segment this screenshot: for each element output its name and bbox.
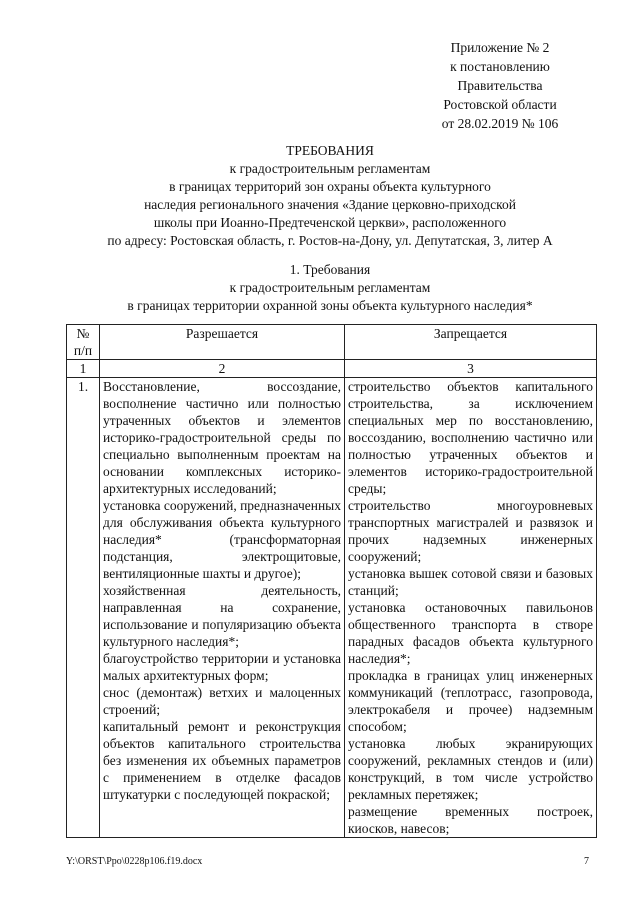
document-title xyxy=(60,142,600,250)
forbidden-item: размещение временных построек, киосков, навесов; xyxy=(348,804,593,836)
section-line: в границах территории охранной зоны объекта культурного наследия* xyxy=(127,298,533,313)
appendix-line: Ростовской области xyxy=(443,97,557,112)
appendix-line: Правительства xyxy=(457,78,543,93)
header-allowed: Разрешается xyxy=(100,325,345,360)
forbidden-item: установка любых экранирующих сооружений, рекламных стендов и (или) конструкций, в том числе устройство рекламных перетяжек; xyxy=(348,736,593,802)
section-line: к градостроительным регламентам xyxy=(229,280,431,295)
forbidden-item: установка вышек сотовой связи и базовых станций; xyxy=(348,566,593,598)
table-row xyxy=(67,378,597,838)
title-heading: ТРЕБОВАНИЯ xyxy=(286,143,374,158)
allowed-item: Восстановление, воссоздание, восполнение частично или полностью утраченных объектов и элементов историко-градостроительной среды по специально выполненным проектам на основании комплексных историко-архитектурных исследований; xyxy=(103,379,341,496)
title-line: в границах территорий зон охраны объекта культурного xyxy=(169,179,491,194)
title-line: к градостроительным регламентам xyxy=(229,161,431,176)
appendix-line: к постановлению xyxy=(450,59,550,74)
allowed-item: снос (демонтаж) ветхих и малоценных строений; xyxy=(103,685,341,717)
header-num: № п/п xyxy=(67,325,100,360)
footer-file-path: Y:\ORST\Ppo\0228p106.f19.docx xyxy=(66,856,203,867)
appendix-line: Приложение № 2 xyxy=(450,40,550,55)
allowed-cell xyxy=(100,378,345,838)
footer-page-number: 7 xyxy=(584,856,589,867)
title-line: школы при Иоанно-Предтеченской церкви», расположенного xyxy=(153,215,507,230)
allowed-item: установка сооружений, предназначенных для обслуживания объекта культурного наследия* (трансформаторная подстанция, электрощитовые, вентиляционные шахты и другое); xyxy=(103,498,342,581)
forbidden-item: прокладка в границах улиц инженерных коммуникаций (теплотрасс, газопровода, электрокабеля и прочее) надземным способом; xyxy=(348,668,593,734)
appendix-header xyxy=(405,38,595,133)
allowed-item: хозяйственная деятельность, направленная на сохранение, использование и популяризацию объекта культурного наследия*; xyxy=(103,583,341,649)
forbidden-item: строительство многоуровневых транспортных магистралей и развязок и прочих надземных инженерных сооружений; xyxy=(348,498,593,564)
section-line: 1. Требования xyxy=(289,262,371,277)
requirements-table xyxy=(66,324,597,838)
table-header-row xyxy=(67,325,597,360)
section-heading xyxy=(60,261,600,315)
index-cell: 2 xyxy=(100,360,345,378)
table-index-row xyxy=(67,360,597,378)
forbidden-item: строительство объектов капитального строительства, за исключением специальных мер по восстановлению, воссозданию, восполнению частично или полностью утраченных объектов и элементов историко-градостроительной среды; xyxy=(348,379,593,496)
row-number: 1. xyxy=(67,378,100,838)
header-forbidden: Запрещается xyxy=(345,325,597,360)
allowed-item: капитальный ремонт и реконструкция объектов капитального строительства без изменения их объемных параметров с применением в отделке фасадов штукатурки с последующей покраской; xyxy=(103,719,341,802)
index-cell: 1 xyxy=(67,360,100,378)
appendix-line: от 28.02.2019 № 106 xyxy=(441,116,559,131)
allowed-item: благоустройство территории и установка малых архитектурных форм; xyxy=(103,651,341,683)
title-line: наследия регионального значения «Здание церковно-приходской xyxy=(144,197,516,212)
index-cell: 3 xyxy=(345,360,597,378)
forbidden-cell xyxy=(345,378,597,838)
forbidden-item: установка остановочных павильонов общественного транспорта в створе парадных фасадов объекта культурного наследия*; xyxy=(348,600,593,666)
title-line: по адресу: Ростовская область, г. Ростов-на-Дону, ул. Депутатская, 3, литер А xyxy=(107,233,553,248)
